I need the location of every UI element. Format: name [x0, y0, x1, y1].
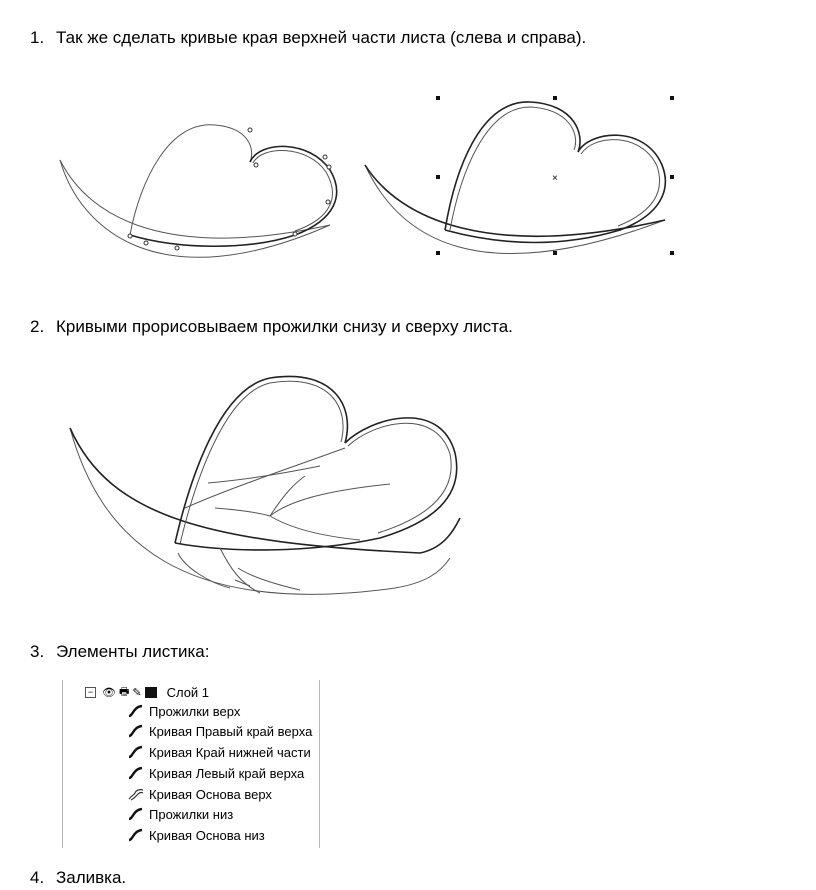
object-item[interactable]: [127, 701, 240, 721]
curve-icon: [127, 766, 145, 780]
object-item[interactable]: [127, 825, 265, 845]
step-2-text: Кривыми прорисовываем прожилки снизу и сверху листа.: [56, 317, 513, 336]
curve-group-icon: [127, 787, 145, 801]
object-label: Кривая Основа верх: [149, 786, 272, 802]
step-1: [30, 28, 586, 48]
curve-icon: [127, 724, 145, 738]
minus-box-icon[interactable]: −: [85, 687, 96, 698]
eye-icon[interactable]: 👁: [102, 686, 116, 699]
leaf-illustration-veins: [60, 368, 480, 618]
color-swatch-icon[interactable]: [145, 687, 157, 698]
step-3-number: 3.: [30, 642, 45, 661]
leaf-illustration-edit-nodes: [50, 110, 350, 310]
layer-row[interactable]: [85, 683, 209, 701]
step-4-number: 4.: [30, 868, 45, 887]
leaf-illustration-selected: [360, 90, 690, 300]
object-label: Кривая Основа низ: [149, 827, 265, 843]
object-label: Прожилки верх: [149, 703, 241, 719]
pencil-icon[interactable]: ✎: [132, 686, 142, 699]
objects-panel: [62, 680, 320, 848]
step-2: [30, 317, 513, 337]
printer-icon[interactable]: 🖶: [118, 685, 130, 698]
step-1-number: 1.: [30, 28, 45, 47]
object-item[interactable]: [127, 742, 311, 762]
step-3-text: Элементы листика:: [56, 642, 210, 661]
svg-text:×: ×: [552, 173, 558, 184]
object-label: Кривая Левый край верха: [149, 765, 305, 781]
object-item[interactable]: [127, 763, 304, 783]
step-4-text: Заливка.: [56, 868, 127, 887]
step-4: [30, 868, 126, 888]
object-label: Кривая Правый край верха: [149, 723, 313, 739]
curve-icon: [127, 828, 145, 842]
object-item[interactable]: [127, 804, 233, 824]
curve-icon: [127, 807, 145, 821]
step-3: [30, 642, 209, 662]
curve-icon: [127, 704, 145, 718]
object-item[interactable]: [127, 721, 312, 741]
object-label: Прожилки низ: [149, 806, 234, 822]
step-1-text: Так же сделать кривые края верхней части листа (слева и справа).: [56, 28, 587, 47]
object-label: Кривая Край нижней части: [149, 744, 311, 760]
layer-name: Слой 1: [166, 684, 210, 700]
curve-icon: [127, 745, 145, 759]
object-item[interactable]: [127, 784, 272, 804]
step-2-number: 2.: [30, 317, 45, 336]
